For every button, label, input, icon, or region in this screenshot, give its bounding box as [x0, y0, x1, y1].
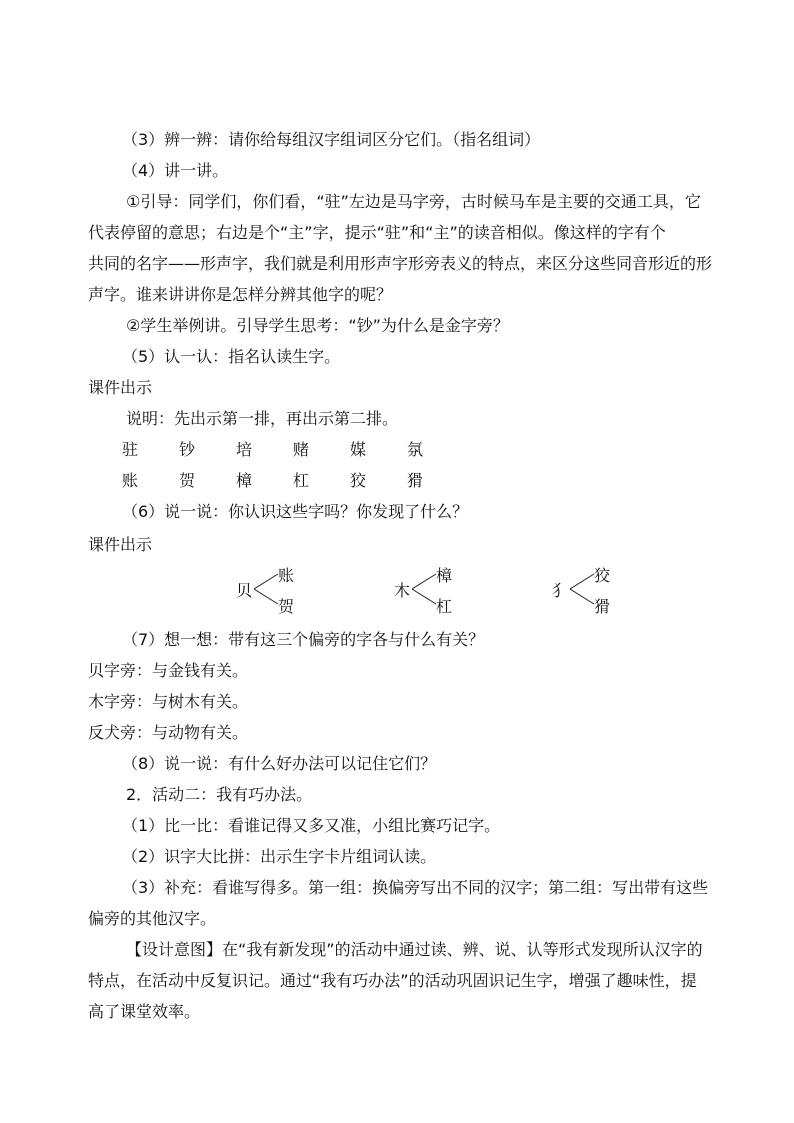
activity-2-step-1: （1）比一比：看谁记得又多又准，小组比赛巧记字。 — [122, 816, 501, 835]
derived-character: 账 — [278, 566, 295, 585]
character: 氛 — [407, 440, 424, 459]
character: 钞 — [179, 440, 196, 459]
radical: 木 — [394, 581, 411, 600]
radical-diagram-bei — [236, 560, 336, 620]
radical-meaning-quan: 反犬旁：与动物有关。 — [88, 723, 249, 742]
activity-2-step-3-line-1: （3）补充：看谁写得多。第一组：换偏旁写出不同的汉字；第二组：写出带有这些 — [122, 878, 709, 897]
design-intent-line-3: 高了课堂效率。 — [88, 1002, 201, 1021]
instruction-note: 说明：先出示第一排，再出示第二排。 — [126, 409, 399, 428]
derived-character: 猾 — [594, 597, 611, 616]
guidance-paragraph-line-2: 代表停留的意思；右边是个“主”字，提示“驻”和“主”的读音相似。像这样的字有个 — [88, 223, 666, 242]
activity-2-heading: 2．活动二：我有巧办法。 — [126, 785, 313, 804]
character: 赌 — [293, 440, 310, 459]
design-intent-line-2: 特点，在活动中反复识记。通过“我有巧办法”的活动巩固识记生字，增强了趣味性，提 — [88, 971, 697, 990]
character: 培 — [236, 440, 253, 459]
guidance-paragraph-line-4: 声字。谁来讲讲你是怎样分辨其他字的呢？ — [88, 285, 393, 304]
guidance-paragraph-line-3: 共同的名字——形声字，我们就是利用形声字形旁表义的特点，来区分这些同音形近的形 — [88, 254, 713, 273]
branch-lines — [412, 566, 438, 612]
derived-character: 杠 — [436, 597, 453, 616]
design-intent-line-1: 【设计意图】在“我有新发现”的活动中通过读、辨、说、认等形式发现所认汉字的 — [126, 940, 703, 959]
radical: 犭 — [552, 581, 569, 600]
character: 杠 — [293, 471, 310, 490]
courseware-label-2: 课件出示 — [88, 535, 153, 554]
character: 账 — [122, 471, 139, 490]
derived-character: 贺 — [278, 597, 295, 616]
radical-meaning-bei: 贝字旁：与金钱有关。 — [88, 661, 249, 680]
character: 媒 — [350, 440, 367, 459]
radical-diagram-quan — [552, 560, 652, 620]
radical-diagram-mu — [394, 560, 494, 620]
step-3-distinguish: （3）辨一辨：请你给每组汉字组词区分它们。（指名组词） — [122, 130, 541, 149]
radical-meaning-mu: 木字旁：与树木有关。 — [88, 692, 249, 711]
step-6-say: （6）说一说：你认识这些字吗？你发现了什么？ — [122, 502, 469, 521]
character: 樟 — [236, 471, 253, 490]
character-row-1 — [122, 440, 464, 460]
radical: 贝 — [236, 581, 253, 600]
guidance-paragraph-line-1: ①引导：同学们，你们看，“驻”左边是马字旁，古时候马车是主要的交通工具，它 — [126, 192, 701, 211]
activity-2-step-3-line-2: 偏旁的其他汉字。 — [88, 909, 217, 928]
step-8-say: （8）说一说：有什么好办法可以记住它们？ — [122, 754, 437, 773]
step-7-think: （7）想一想：带有这三个偏旁的字各与什么有关？ — [122, 630, 485, 649]
courseware-label: 课件出示 — [88, 378, 153, 397]
step-4-explain: （4）讲一讲。 — [122, 161, 229, 180]
character: 驻 — [122, 440, 139, 459]
character: 狡 — [350, 471, 367, 490]
branch-lines — [254, 566, 280, 612]
student-examples: ②学生举例讲。引导学生思考：“钞”为什么是金字旁？ — [126, 316, 509, 335]
derived-character: 狡 — [594, 566, 611, 585]
character: 猾 — [407, 471, 424, 490]
character: 贺 — [179, 471, 196, 490]
character-row-2 — [122, 471, 464, 491]
step-5-recognize: （5）认一认：指名认读生字。 — [122, 347, 341, 366]
branch-lines — [570, 566, 596, 612]
derived-character: 樟 — [436, 566, 453, 585]
activity-2-step-2: （2）识字大比拼：出示生字卡片组词认读。 — [122, 847, 437, 866]
